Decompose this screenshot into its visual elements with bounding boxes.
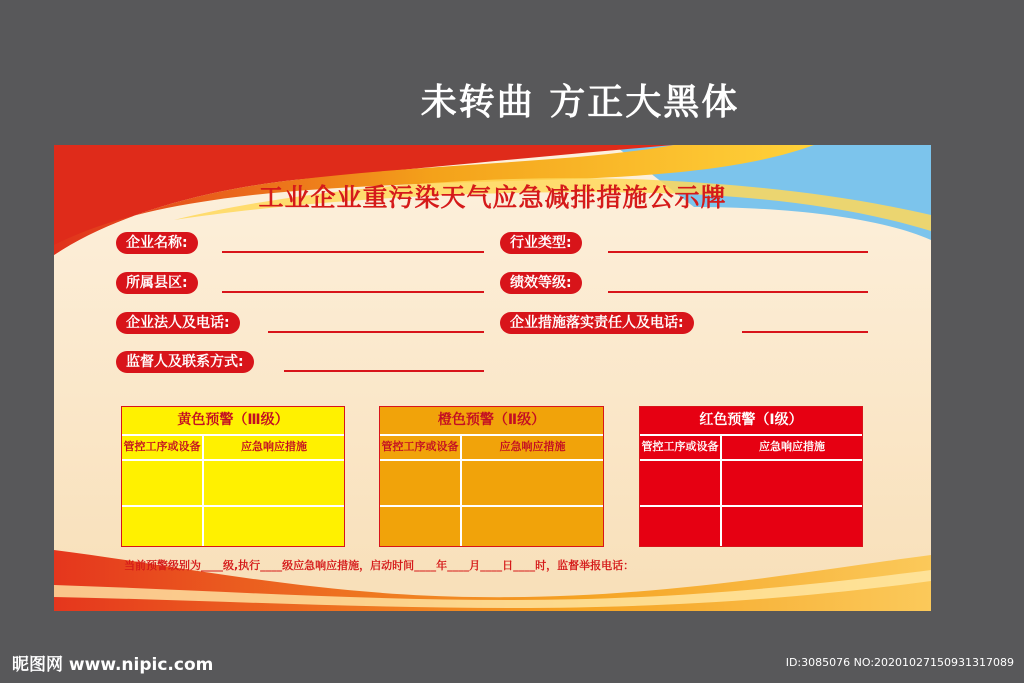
industry-type-line (608, 251, 868, 253)
legal-person-label: 企业法人及电话: (116, 312, 240, 334)
supervisor-line (284, 370, 484, 372)
watermark-logo: 昵图网 www.nipic.com (12, 655, 214, 675)
orange-col2-header: 应急响应措施 (499, 440, 566, 453)
red-warning-title: 红色预警（Ⅰ级） (640, 407, 862, 435)
orange-warning-title: 橙色预警（Ⅱ级） (380, 407, 603, 435)
red-warning-panel (639, 406, 863, 547)
county-label: 所属县区: (116, 272, 198, 294)
orange-col1-header: 管控工序或设备 (381, 440, 459, 453)
board-title: 工业企业重污染天气应急减排措施公示牌 (258, 183, 727, 212)
warning-status-line: 当前预警级别为____级,执行____级应急响应措施，启动时间____年____月____日____时，监督举报电话： (124, 559, 635, 572)
watermark-id: ID:3085076 NO:20201027150931317089 (785, 656, 1014, 669)
company-name-label: 企业名称: (116, 232, 198, 254)
notice-board (54, 145, 931, 611)
red-col1-header: 管控工序或设备 (641, 440, 719, 453)
yellow-col1-header: 管控工序或设备 (123, 440, 201, 453)
yellow-warning-title: 黄色预警（Ⅲ级） (122, 407, 344, 435)
industry-type-label: 行业类型: (500, 232, 582, 254)
responsible-person-label: 企业措施落实责任人及电话: (500, 312, 694, 334)
responsible-person-line (742, 331, 868, 333)
orange-warning-panel (379, 406, 604, 547)
yellow-warning-panel (121, 406, 345, 547)
legal-person-line (268, 331, 484, 333)
performance-level-line (608, 291, 868, 293)
company-name-line (222, 251, 484, 253)
supervisor-label: 监督人及联系方式: (116, 351, 254, 373)
performance-level-label: 绩效等级: (500, 272, 582, 294)
red-col2-header: 应急响应措施 (759, 440, 825, 453)
font-note: 未转曲 方正大黑体 (420, 82, 740, 123)
yellow-col2-header: 应急响应措施 (241, 440, 307, 453)
county-line (222, 291, 484, 293)
